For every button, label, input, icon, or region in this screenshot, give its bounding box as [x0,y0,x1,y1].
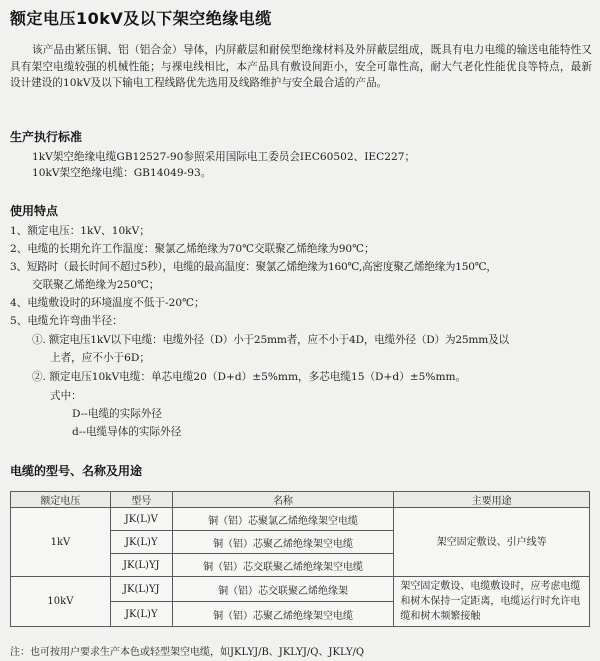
header-use: 主要用途 [394,492,590,508]
feature-line: 3、短路时（最长时间不超过5秒），电缆的最高温度：聚氯乙烯绝缘为160℃,高密度聚乙烯绝缘为150℃， [10,261,497,273]
features-heading: 使用特点 [10,204,59,218]
model-cell: JK(L)YJ [110,577,172,602]
voltage-cell: 10kV [11,577,111,627]
standards-heading: 生产执行标准 [10,130,83,144]
model-cell: JK(L)Y [110,531,172,554]
name-cell: 铜（铝）芯聚氯乙烯绝缘架空电缆 [172,508,394,531]
name-cell: 铜（铝）芯聚乙烯绝缘架空电缆 [172,531,394,554]
name-cell: 铜（铝）芯交联聚乙烯绝缘架 [172,577,394,602]
feature-line: D--电缆的实际外径 [72,408,163,420]
feature-line: 式中： [50,390,82,402]
model-cell: JK(L)YJ [110,554,172,577]
feature-line: 4、电缆敷设时的环境温度不低于-20℃； [10,297,205,309]
intro-paragraph: 该产品由紧压铜、铝（铝合金）导体，内屏蔽层和耐侯型绝缘材料及外屏蔽层组成，既具有电力电缆的输送电能特性又具有架空电缆较强的机械性能；与裸电线相比，本产品具有敷设间距小，安全可靠性高，耐大气老化性能优良等特点，最新设计建设的10kV及以下输电工程线路优先选用及线路维护与安全最合适的产品。 [10,44,592,89]
table-header-row [11,492,590,508]
feature-line: 上者，应不小于6D； [50,352,150,364]
feature-line: 2、电缆的长期允许工作温度：聚氯乙烯绝缘为70℃交联聚乙烯绝缘为90℃； [10,243,375,255]
use-cell: 架空固定敷设、引户线等 [394,508,590,577]
feature-line: d--电缆导体的实际外径 [72,426,182,438]
voltage-cell: 1kV [11,508,111,577]
feature-line: ②. 额定电压10kV电缆：单芯电缆20（D+d）±5%mm，多芯电缆15（D+d）±5%mm。 [32,371,467,383]
name-cell: 铜（铝）芯聚乙烯绝缘架空电缆 [172,602,394,627]
feature-line: 5、电缆允许弯曲半径： [10,315,123,327]
table-row [11,577,590,602]
name-cell: 铜（铝）芯交联聚乙烯绝缘架空电缆 [172,554,394,577]
feature-line: ①. 额定电压1kV以下电缆：电缆外径（D）小于25mm者，应不小于4D，电缆外径（D）为25mm及以 [32,334,509,346]
feature-line: 交联聚乙烯绝缘为250℃； [32,279,160,291]
standard-line: 1kV架空绝缘电缆GB12527-90参照采用国际电工委员会IEC60502、IEC227； [32,151,416,163]
model-cell: JK(L)Y [110,602,172,627]
table-row [11,508,590,531]
standard-line: 10kV架空绝缘电缆：GB14049-93。 [32,167,212,179]
cable-spec-table [10,491,590,627]
use-cell: 架空固定敷设、电缆敷设时，应考虑电缆和树木保持一定距离，电缆运行时允许电缆和树木频繁接触 [394,577,590,627]
page-title: 额定电压10kV及以下架空绝缘电缆 [10,9,272,28]
header-voltage: 额定电压 [11,492,111,508]
feature-line: 1、额定电压：1kV、10kV； [10,225,150,237]
header-name: 名称 [172,492,394,508]
table-heading: 电缆的型号、名称及用途 [10,464,143,478]
header-model: 型号 [110,492,172,508]
table-note: 注：也可按用户要求生产本色或轻型架空电缆，如JKLYJ/B、JKLYJ/Q、JKLY/Q [10,647,365,658]
model-cell: JK(L)V [110,508,172,531]
